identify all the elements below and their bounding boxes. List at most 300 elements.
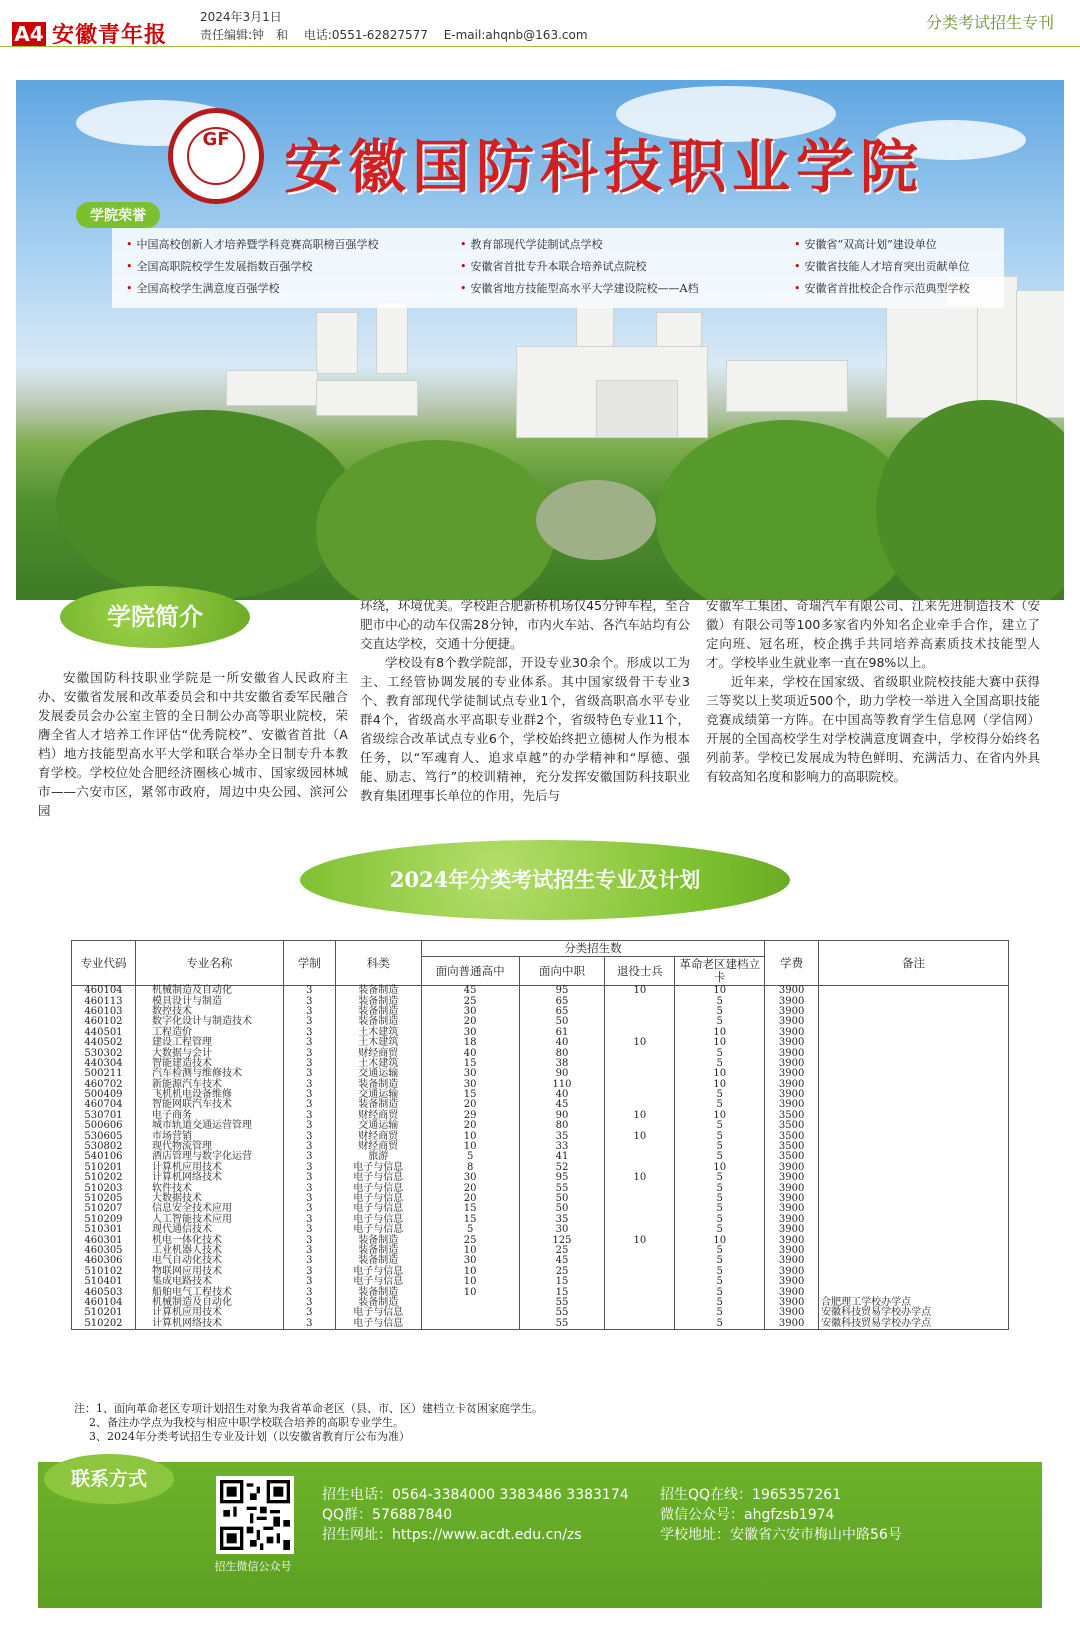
cell-fee: 3900 (765, 996, 819, 1006)
cell-old-revolutionary: 5 (675, 1090, 765, 1100)
cell-category: 装备制造 (335, 1235, 421, 1245)
cell-fee: 3900 (765, 1225, 819, 1235)
cell-fee: 3900 (765, 1287, 819, 1297)
section-title: 分类考试招生专刊 (925, 13, 1054, 32)
cell-vocational: 95 (519, 986, 605, 997)
col-header-note: 备注 (819, 941, 1009, 986)
editor: 责任编辑:钟 和 (200, 28, 289, 42)
cell-fee: 3900 (765, 1069, 819, 1079)
cell-category: 财经商贸 (335, 1142, 421, 1152)
cell-code: 510203 (72, 1183, 136, 1193)
cell-veterans (605, 1194, 675, 1204)
cell-veterans: 10 (605, 1235, 675, 1245)
cell-code: 500409 (72, 1090, 136, 1100)
cell-high-school: 30 (421, 1173, 519, 1183)
cell-veterans (605, 1152, 675, 1162)
cell-years: 3 (283, 1059, 335, 1069)
cell-fee: 3500 (765, 1152, 819, 1162)
cell-code: 460301 (72, 1235, 136, 1245)
table-row (72, 1267, 1009, 1277)
cell-high-school: 20 (421, 1194, 519, 1204)
table-row (72, 1183, 1009, 1193)
cell-years: 3 (283, 1298, 335, 1308)
cell-years: 3 (283, 1163, 335, 1173)
cell-category: 土木建筑 (335, 1028, 421, 1038)
honors-list (112, 228, 1004, 308)
cell-code: 460104 (72, 986, 136, 997)
cell-major-name: 工业机器人技术 (135, 1246, 283, 1256)
cell-vocational: 65 (519, 996, 605, 1006)
cell-old-revolutionary: 5 (675, 1267, 765, 1277)
cell-vocational: 38 (519, 1059, 605, 1069)
table-row (72, 1121, 1009, 1131)
cell-major-name: 城市轨道交通运营管理 (135, 1121, 283, 1131)
cell-category: 土木建筑 (335, 1038, 421, 1048)
cell-veterans (605, 1308, 675, 1318)
editor-contact (200, 26, 588, 44)
cell-note (819, 1080, 1009, 1090)
cell-fee: 3500 (765, 1111, 819, 1121)
cell-category: 装备制造 (335, 1017, 421, 1027)
cell-old-revolutionary: 10 (675, 1111, 765, 1121)
table-row (72, 1069, 1009, 1079)
table-row (72, 1319, 1009, 1330)
table-row (72, 1308, 1009, 1318)
cell-note (819, 1121, 1009, 1131)
cell-note (819, 1204, 1009, 1214)
cell-old-revolutionary: 10 (675, 1080, 765, 1090)
cell-old-revolutionary: 5 (675, 1173, 765, 1183)
seal-emblem: GF (187, 127, 245, 185)
cell-years: 3 (283, 1246, 335, 1256)
cell-note (819, 1225, 1009, 1235)
cell-category: 电子与信息 (335, 1204, 421, 1214)
cell-major-name: 汽车检测与维修技术 (135, 1069, 283, 1079)
cell-vocational: 50 (519, 1204, 605, 1214)
cell-high-school: 10 (421, 1246, 519, 1256)
cell-code: 510209 (72, 1215, 136, 1225)
cell-category: 装备制造 (335, 1256, 421, 1266)
cell-old-revolutionary: 10 (675, 986, 765, 997)
col-header-code: 专业代码 (72, 941, 136, 986)
cell-veterans (605, 1225, 675, 1235)
cell-old-revolutionary: 5 (675, 1319, 765, 1330)
cell-major-name: 电子商务 (135, 1111, 283, 1121)
cell-fee: 3900 (765, 1319, 819, 1330)
cell-years: 3 (283, 996, 335, 1006)
cell-note (819, 1152, 1009, 1162)
table-row (72, 1048, 1009, 1058)
cell-code: 500606 (72, 1121, 136, 1131)
cell-high-school: 30 (421, 1007, 519, 1017)
cell-old-revolutionary: 5 (675, 1048, 765, 1058)
cell-category: 装备制造 (335, 1100, 421, 1110)
cell-note (819, 1163, 1009, 1173)
cell-old-revolutionary: 10 (675, 1038, 765, 1048)
honor-item: • 全国高职院校学生发展指数百强学校 (126, 258, 313, 274)
cell-high-school: 10 (421, 1267, 519, 1277)
cell-category: 装备制造 (335, 986, 421, 997)
cell-veterans: 10 (605, 986, 675, 997)
issue-date: 2024年3月1日 (200, 10, 282, 24)
cell-years: 3 (283, 1100, 335, 1110)
cell-fee: 3900 (765, 1246, 819, 1256)
cell-high-school: 20 (421, 1183, 519, 1193)
cell-old-revolutionary: 5 (675, 996, 765, 1006)
intro-column-2 (360, 596, 690, 805)
cell-high-school: 15 (421, 1204, 519, 1214)
table-row (72, 996, 1009, 1006)
cell-fee: 3900 (765, 1235, 819, 1245)
cell-category: 装备制造 (335, 1007, 421, 1017)
table-row (72, 1017, 1009, 1027)
cell-note: 合肥理工学校办学点 (819, 1298, 1009, 1308)
cell-old-revolutionary: 5 (675, 1246, 765, 1256)
cell-fee: 3900 (765, 1059, 819, 1069)
cell-vocational: 52 (519, 1163, 605, 1173)
cell-old-revolutionary: 5 (675, 1007, 765, 1017)
cell-note (819, 1069, 1009, 1079)
cell-major-name: 机械制造及自动化 (135, 986, 283, 997)
editor-phone: 电话:0551-62827577 (303, 28, 428, 42)
cell-high-school: 40 (421, 1048, 519, 1058)
cell-veterans: 10 (605, 1111, 675, 1121)
cell-category: 电子与信息 (335, 1267, 421, 1277)
wechat-qr-code[interactable] (216, 1476, 294, 1554)
cell-major-name: 数控技术 (135, 1007, 283, 1017)
cell-years: 3 (283, 986, 335, 997)
cell-old-revolutionary: 10 (675, 1163, 765, 1173)
cell-years: 3 (283, 1256, 335, 1266)
cell-vocational: 15 (519, 1287, 605, 1297)
cell-category: 电子与信息 (335, 1319, 421, 1330)
cell-years: 3 (283, 1215, 335, 1225)
cell-note (819, 986, 1009, 997)
cell-major-name: 信息安全技术应用 (135, 1204, 283, 1214)
cell-category: 交通运输 (335, 1069, 421, 1079)
cell-veterans: 10 (605, 1173, 675, 1183)
contact-badge: 联系方式 (44, 1454, 174, 1504)
cell-high-school: 25 (421, 1235, 519, 1245)
newspaper-masthead: 安徽青年报 (52, 22, 168, 48)
issue-meta (200, 8, 588, 44)
cell-fee: 3900 (765, 1308, 819, 1318)
intro-paragraph: 安徽军工集团、奇瑞汽车有限公司、江来先进制造技术（安徽）有限公司等100多家省内外知名企业牵手合作，建立了定向班、冠名班，校企携手共同培养高素质技术技能型人才。学校毕业生就业率一直在98%以上。 (706, 598, 1040, 670)
cell-note: 安徽科技贸易学校办学点 (819, 1319, 1009, 1330)
cell-note (819, 1028, 1009, 1038)
cell-years: 3 (283, 1319, 335, 1330)
cell-years: 3 (283, 1142, 335, 1152)
cell-years: 3 (283, 1007, 335, 1017)
admissions-qq-online: 招生QQ在线：1965357261 (660, 1487, 842, 1503)
cell-high-school: 45 (421, 986, 519, 997)
cell-years: 3 (283, 1028, 335, 1038)
cell-major-name: 新能源汽车技术 (135, 1080, 283, 1090)
cell-veterans (605, 1204, 675, 1214)
cell-fee: 3500 (765, 1131, 819, 1141)
cell-vocational: 41 (519, 1152, 605, 1162)
cell-years: 3 (283, 1038, 335, 1048)
table-row (72, 1173, 1009, 1183)
cell-high-school: 10 (421, 1131, 519, 1141)
table-row (72, 1215, 1009, 1225)
cell-years: 3 (283, 1277, 335, 1287)
col-header-old-revolutionary: 革命老区建档立卡 (675, 957, 765, 986)
cell-high-school: 5 (421, 1152, 519, 1162)
cell-years: 3 (283, 1017, 335, 1027)
cell-code: 500211 (72, 1069, 136, 1079)
honor-item: • 安徽省地方技能型高水平大学建设院校——A档 (460, 280, 698, 296)
cell-old-revolutionary: 5 (675, 1298, 765, 1308)
cell-vocational: 40 (519, 1038, 605, 1048)
cell-major-name: 现代通信技术 (135, 1225, 283, 1235)
school-address: 学校地址：安徽省六安市梅山中路56号 (660, 1527, 902, 1543)
col-header-fee: 学费 (765, 941, 819, 986)
campus-hero-photo (16, 80, 1064, 600)
honor-item: • 安徽省“双高计划”建设单位 (794, 236, 937, 252)
cell-vocational: 25 (519, 1246, 605, 1256)
cell-vocational: 45 (519, 1100, 605, 1110)
cell-category: 旅游 (335, 1152, 421, 1162)
table-row (72, 1277, 1009, 1287)
cell-high-school: 30 (421, 1256, 519, 1266)
honor-item: • 教育部现代学徒制试点学校 (460, 236, 603, 252)
cell-fee: 3900 (765, 1173, 819, 1183)
cell-vocational: 55 (519, 1298, 605, 1308)
cell-old-revolutionary: 5 (675, 1183, 765, 1193)
cell-high-school: 10 (421, 1142, 519, 1152)
cell-major-name: 电气自动化技术 (135, 1256, 283, 1266)
cell-major-name: 数字化设计与制造技术 (135, 1017, 283, 1027)
cell-veterans (605, 1059, 675, 1069)
cell-major-name: 飞机机电设备维修 (135, 1090, 283, 1100)
admissions-phone: 招生电话：0564-3384000 3383486 3383174 (322, 1487, 629, 1503)
cell-major-name: 智能网联汽车技术 (135, 1100, 283, 1110)
cell-code: 440304 (72, 1059, 136, 1069)
cell-code: 540106 (72, 1152, 136, 1162)
cell-note (819, 1215, 1009, 1225)
cell-high-school: 15 (421, 1215, 519, 1225)
cell-fee: 3900 (765, 1028, 819, 1038)
cell-fee: 3900 (765, 1298, 819, 1308)
cell-high-school: 20 (421, 1121, 519, 1131)
cell-major-name: 建设工程管理 (135, 1038, 283, 1048)
cell-fee: 3900 (765, 1090, 819, 1100)
cell-category: 电子与信息 (335, 1277, 421, 1287)
intro-column-3 (706, 596, 1040, 786)
cell-veterans: 10 (605, 1038, 675, 1048)
contact-section (38, 1462, 1042, 1608)
cell-major-name: 工程造价 (135, 1028, 283, 1038)
cell-category: 财经商贸 (335, 1111, 421, 1121)
cell-category: 土木建筑 (335, 1059, 421, 1069)
cell-years: 3 (283, 1152, 335, 1162)
col-header-vocational: 面向中职 (519, 957, 605, 986)
col-header-name: 专业名称 (135, 941, 283, 986)
cell-major-name: 计算机应用技术 (135, 1308, 283, 1318)
cell-note (819, 1183, 1009, 1193)
cell-old-revolutionary: 5 (675, 1204, 765, 1214)
table-row (72, 1256, 1009, 1266)
cell-years: 3 (283, 1111, 335, 1121)
cell-code: 460503 (72, 1287, 136, 1297)
cell-major-name: 计算机网络技术 (135, 1173, 283, 1183)
admissions-website[interactable]: 招生网址：https://www.acdt.edu.cn/zs (322, 1527, 582, 1543)
qr-caption: 招生微信公众号 (214, 1560, 292, 1573)
cell-high-school: 30 (421, 1080, 519, 1090)
cell-note (819, 1017, 1009, 1027)
cell-category: 财经商贸 (335, 1048, 421, 1058)
cell-vocational: 55 (519, 1319, 605, 1330)
cell-years: 3 (283, 1225, 335, 1235)
cell-fee: 3900 (765, 1277, 819, 1287)
cell-old-revolutionary: 5 (675, 1017, 765, 1027)
cell-code: 510401 (72, 1277, 136, 1287)
cell-vocational: 95 (519, 1173, 605, 1183)
cell-code: 510102 (72, 1267, 136, 1277)
cell-veterans (605, 1142, 675, 1152)
col-header-veterans: 退役士兵 (605, 957, 675, 986)
cell-code: 510202 (72, 1319, 136, 1330)
plan-note: 2、备注办学点为我校与相应中职学校联合培养的高职专业学生。 (89, 1416, 404, 1429)
cell-category: 装备制造 (335, 1080, 421, 1090)
cell-old-revolutionary: 5 (675, 1277, 765, 1287)
cell-code: 530802 (72, 1142, 136, 1152)
cell-category: 电子与信息 (335, 1183, 421, 1193)
cell-fee: 3900 (765, 1048, 819, 1058)
cell-old-revolutionary: 5 (675, 1121, 765, 1131)
intro-column-1 (38, 668, 348, 820)
qq-group: QQ群：576887840 (322, 1507, 453, 1523)
cell-code: 510205 (72, 1194, 136, 1204)
cell-note (819, 1090, 1009, 1100)
cell-years: 3 (283, 1287, 335, 1297)
cell-old-revolutionary: 5 (675, 1152, 765, 1162)
cell-major-name: 人工智能技术应用 (135, 1215, 283, 1225)
editor-email: E-mail:ahqnb@163.com (443, 28, 588, 42)
cell-major-name: 模具设计与制造 (135, 996, 283, 1006)
cell-years: 3 (283, 1204, 335, 1214)
cell-old-revolutionary: 5 (675, 1256, 765, 1266)
cell-old-revolutionary: 5 (675, 1100, 765, 1110)
cell-vocational: 90 (519, 1069, 605, 1079)
page-header (0, 0, 1080, 47)
cell-category: 装备制造 (335, 1246, 421, 1256)
cell-high-school: 15 (421, 1059, 519, 1069)
cell-category: 电子与信息 (335, 1194, 421, 1204)
cell-code: 460704 (72, 1100, 136, 1110)
cell-veterans (605, 1007, 675, 1017)
wechat-account: 微信公众号：ahgfzsb1974 (660, 1507, 835, 1523)
cell-veterans (605, 1080, 675, 1090)
honors-tag: 学院荣誉 (76, 202, 160, 228)
cell-old-revolutionary: 5 (675, 1215, 765, 1225)
cell-category: 交通运输 (335, 1121, 421, 1131)
cell-vocational: 55 (519, 1183, 605, 1193)
cell-note (819, 1194, 1009, 1204)
cell-fee: 3900 (765, 1007, 819, 1017)
cell-vocational: 90 (519, 1111, 605, 1121)
cell-vocational: 33 (519, 1142, 605, 1152)
cell-major-name: 计算机网络技术 (135, 1319, 283, 1330)
cell-category: 电子与信息 (335, 1308, 421, 1318)
cell-vocational: 80 (519, 1048, 605, 1058)
col-header-years: 学制 (283, 941, 335, 986)
cell-code: 460104 (72, 1298, 136, 1308)
honor-item: • 中国高校创新人才培养暨学科竞赛高职榜百强学校 (126, 236, 379, 252)
cell-years: 3 (283, 1267, 335, 1277)
cell-veterans: 10 (605, 1131, 675, 1141)
cell-old-revolutionary: 10 (675, 1028, 765, 1038)
col-header-quota-group: 分类招生数 (421, 941, 764, 957)
cell-veterans (605, 1256, 675, 1266)
cell-major-name: 物联网应用技术 (135, 1267, 283, 1277)
cell-years: 3 (283, 1080, 335, 1090)
cell-note (819, 1277, 1009, 1287)
cell-code: 530701 (72, 1111, 136, 1121)
cell-high-school: 8 (421, 1163, 519, 1173)
cell-major-name: 软件技术 (135, 1183, 283, 1193)
cell-major-name: 大数据与会计 (135, 1048, 283, 1058)
cell-major-name: 计算机应用技术 (135, 1163, 283, 1173)
cell-veterans (605, 1090, 675, 1100)
cell-veterans (605, 1287, 675, 1297)
plan-notes (74, 1402, 1004, 1444)
cell-old-revolutionary: 5 (675, 1287, 765, 1297)
plan-banner: 2024年分类考试招生专业及计划 (300, 840, 790, 920)
cell-fee: 3900 (765, 1163, 819, 1173)
cell-high-school: 10 (421, 1277, 519, 1287)
enrollment-plan-table (71, 940, 1009, 1330)
cell-vocational: 35 (519, 1215, 605, 1225)
cell-fee: 3900 (765, 1194, 819, 1204)
cell-major-name: 市场营销 (135, 1131, 283, 1141)
cell-note (819, 1142, 1009, 1152)
cell-note (819, 1235, 1009, 1245)
cell-fee: 3900 (765, 986, 819, 997)
cell-vocational: 35 (519, 1131, 605, 1141)
cell-major-name: 机电一体化技术 (135, 1235, 283, 1245)
cell-high-school: 10 (421, 1287, 519, 1297)
cell-major-name: 集成电路技术 (135, 1277, 283, 1287)
cell-fee: 3900 (765, 1204, 819, 1214)
cell-major-name: 智能建造技术 (135, 1059, 283, 1069)
cell-vocational: 50 (519, 1017, 605, 1027)
cell-code: 510301 (72, 1225, 136, 1235)
cell-veterans (605, 996, 675, 1006)
cell-old-revolutionary: 5 (675, 1225, 765, 1235)
plan-note: 3、2024年分类考试招生专业及计划（以安徽省教育厅公布为准） (89, 1430, 410, 1443)
cell-code: 510201 (72, 1308, 136, 1318)
cell-vocational: 25 (519, 1267, 605, 1277)
honor-item: • 安徽省首批专升本联合培养试点院校 (460, 258, 647, 274)
cell-years: 3 (283, 1121, 335, 1131)
intro-paragraph: 学校设有8个教学院部，开设专业30余个。形成以工为主、工经管协调发展的专业体系。其中国家级骨干专业3个、教育部现代学徒制试点专业1个，省级高职高水平专业群4个，省级高水平高职专业群2个，省级特色专业11个，省级综合改革试点专业6个，学校始终把立德树人作为根本任务，以“军魂育人、追求卓越”的办学精神和“厚德、强能、励志、笃行”的校训精神，充分发挥安徽国防科技职业教育集团理事长单位的作用，先后与 (360, 655, 690, 803)
page-number: A4 (12, 22, 46, 46)
cell-vocational: 50 (519, 1194, 605, 1204)
table-row (72, 1131, 1009, 1141)
cell-years: 3 (283, 1173, 335, 1183)
cell-old-revolutionary: 5 (675, 1059, 765, 1069)
cell-fee: 3900 (765, 1267, 819, 1277)
cell-major-name: 机械制造及自动化 (135, 1298, 283, 1308)
cell-vocational: 30 (519, 1225, 605, 1235)
cell-code: 460305 (72, 1246, 136, 1256)
cell-vocational: 55 (519, 1308, 605, 1318)
cell-note (819, 1267, 1009, 1277)
cell-high-school (421, 1319, 519, 1330)
cell-vocational: 61 (519, 1028, 605, 1038)
